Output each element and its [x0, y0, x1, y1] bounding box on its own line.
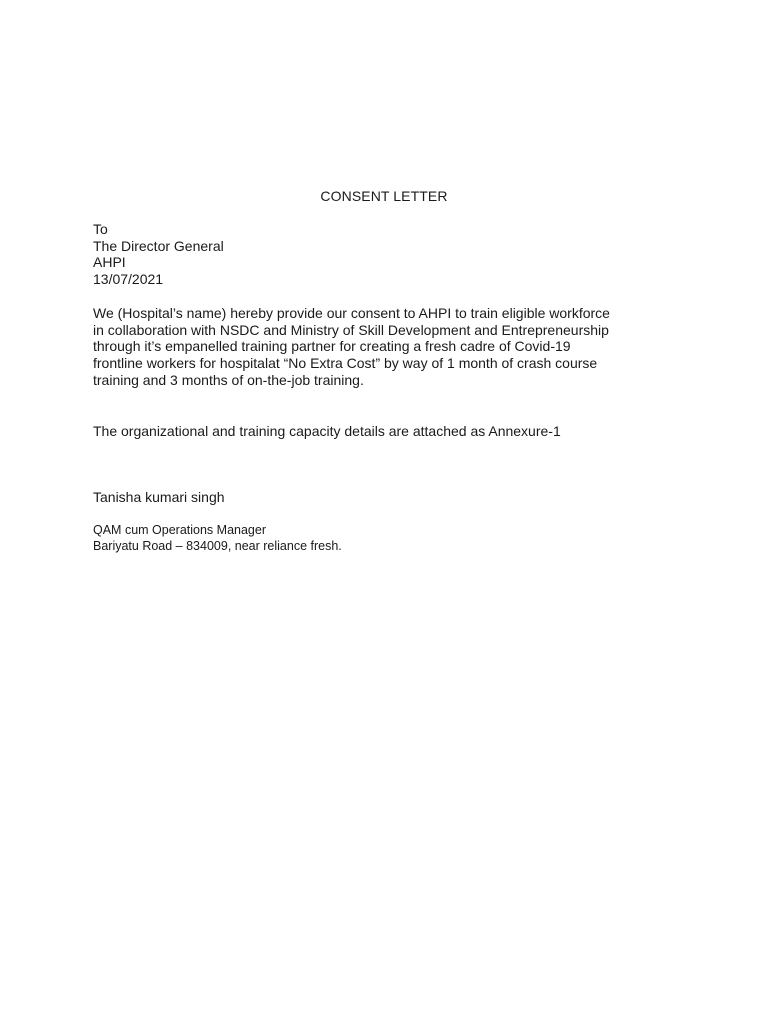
signer-role: QAM cum Operations Manager: [93, 523, 266, 537]
signer-name: Tanisha kumari singh: [93, 489, 225, 505]
paragraph-line: frontline workers for hospitalat “No Extra Cost” by way of 1 month of crash course: [93, 355, 598, 372]
recipient-salutation: To: [93, 221, 108, 237]
recipient-name: The Director General: [93, 237, 224, 254]
recipient-organization: AHPI: [93, 254, 126, 271]
consent-paragraph: [93, 305, 693, 389]
letter-date: 13/07/2021: [93, 271, 164, 288]
signer-address: Bariyatu Road – 834009, near reliance fresh.: [93, 539, 342, 553]
attachment-note: The organizational and training capacity details are attached as Annexure-1: [93, 423, 561, 439]
paragraph-line: in collaboration with NSDC and Ministry of Skill Development and Entrepreneurship: [93, 321, 609, 338]
paragraph-line: We (Hospital’s name) hereby provide our consent to AHPI to train eligible workforce: [93, 305, 610, 321]
recipient-block: [93, 221, 224, 288]
paragraph-line: through it’s empanelled training partner for creating a fresh cadre of Covid-19: [93, 338, 571, 355]
letter-title: CONSENT LETTER: [320, 188, 448, 204]
paragraph-line: training and 3 months of on-the-job training.: [93, 371, 364, 388]
